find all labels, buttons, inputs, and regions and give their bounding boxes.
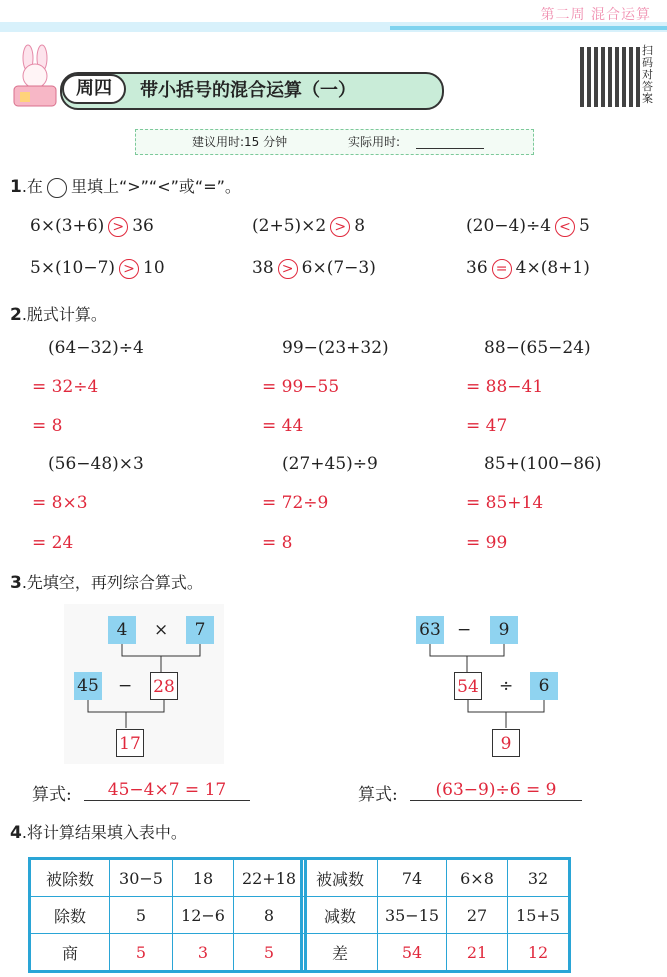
tree1-operand-a: 4: [108, 616, 136, 644]
q2-step: = 44: [262, 416, 304, 436]
time-box: [135, 129, 534, 155]
table-row: 减数 35−15 27 15+5: [303, 897, 569, 934]
q2-step: = 8: [262, 533, 293, 553]
actual-time-label: 实际用时:: [348, 135, 401, 149]
rabbit-mascot-icon: [6, 44, 62, 108]
tree1-result[interactable]: 17: [116, 729, 144, 757]
tree2-operand-c: 6: [530, 672, 558, 700]
actual-time-blank[interactable]: [416, 148, 484, 149]
formula2-label: 算式:: [358, 785, 398, 805]
q2-step: = 47: [466, 416, 508, 436]
table-row: 被减数 74 6×8 32: [303, 860, 569, 897]
tree2-result[interactable]: 9: [492, 729, 520, 757]
formula1-answer[interactable]: 45−4×7 = 17: [84, 780, 250, 801]
tree2-operand-b: 9: [490, 616, 518, 644]
subtraction-table: [300, 857, 571, 973]
q2-step: = 24: [32, 533, 74, 553]
q1-item: 38 > 6×(7−3): [252, 258, 376, 278]
tree2-operator: ÷: [499, 676, 514, 696]
tree1-operand-c: 45: [74, 672, 102, 700]
division-table: [28, 857, 307, 973]
tree1-operator: ×: [154, 620, 169, 640]
q1-item: (2+5)×2 > 8: [252, 216, 366, 236]
formula2-answer[interactable]: (63−9)÷6 = 9: [410, 780, 582, 801]
q2-step: = 99−55: [262, 377, 340, 397]
q1-prompt: 1.在 里填上“>”“<”或“=”。: [10, 177, 241, 197]
q2-step: = 99: [466, 533, 508, 553]
q2-expr: (64−32)÷4: [48, 338, 144, 358]
q2-step: = 8: [32, 416, 63, 436]
circle-placeholder-icon: [47, 178, 67, 198]
qr-code[interactable]: [580, 47, 640, 107]
qr-caption: 扫码对答案: [642, 44, 653, 105]
q1-item: 6×(3+6) > 36: [30, 216, 154, 236]
q1-item: 5×(10−7) > 10: [30, 258, 165, 278]
q2-step: = 88−41: [466, 377, 544, 397]
q2-step: = 72÷9: [262, 493, 329, 513]
table-row: 差 54 21 12: [303, 934, 569, 971]
tree2-operand-a: 63: [416, 616, 444, 644]
q2-expr: (56−48)×3: [48, 454, 144, 474]
q1-item: (20−4)÷4 < 5: [466, 216, 590, 236]
formula1-label: 算式:: [32, 785, 72, 805]
q2-step: = 8×3: [32, 493, 88, 513]
q3-prompt: 3.先填空，再列综合算式。: [10, 573, 203, 593]
tree2-operator: −: [457, 620, 472, 640]
lesson-title: 带小括号的混合运算（一）: [140, 80, 356, 101]
table-row: 被除数 30−5 18 22+18: [31, 860, 305, 897]
tree2-mid-answer[interactable]: 54: [454, 672, 482, 700]
table-row: 除数 5 12−6 8: [31, 897, 305, 934]
header-band-accent: [390, 26, 667, 30]
q4-prompt: 4.将计算结果填入表中。: [10, 823, 187, 843]
q1-item: 36 = 4×(8+1): [466, 258, 590, 278]
q2-prompt: 2.脱式计算。: [10, 305, 107, 325]
section-label: 第二周 混合运算: [540, 7, 651, 23]
day-tag: 周四: [62, 74, 126, 104]
q2-expr: (27+45)÷9: [282, 454, 378, 474]
tree1-operand-b: 7: [186, 616, 214, 644]
q2-expr: 85+(100−86): [484, 454, 602, 474]
q2-step: = 85+14: [466, 493, 544, 513]
tree1-mid-answer[interactable]: 28: [150, 672, 178, 700]
table-row: 商 5 3 5: [31, 934, 305, 971]
q2-step: = 32÷4: [32, 377, 99, 397]
q2-expr: 88−(65−24): [484, 338, 591, 358]
tree1-operator: −: [118, 676, 133, 696]
q2-expr: 99−(23+32): [282, 338, 389, 358]
suggested-time: 建议用时:15 分钟: [192, 135, 288, 149]
